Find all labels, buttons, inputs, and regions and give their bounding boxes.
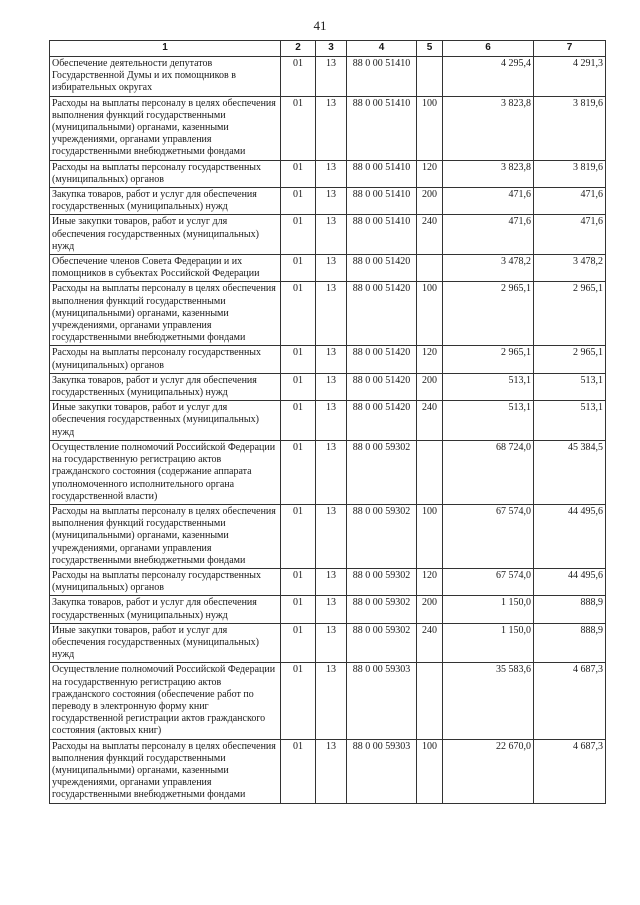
table-row [50,57,606,97]
header-cell: 7 [534,41,606,57]
amount-planned-cell: 513,1 [443,373,534,400]
subsection-code-cell: 13 [316,663,347,739]
amount-planned-cell: 471,6 [443,188,534,215]
section-code-cell: 01 [281,373,316,400]
section-code-cell: 01 [281,739,316,803]
table-row [50,568,606,595]
table-row [50,596,606,623]
target-article-cell: 88 0 00 59302 [347,568,417,595]
subsection-code-cell: 13 [316,255,347,282]
expense-type-cell: 240 [417,623,443,663]
section-code-cell: 01 [281,440,316,504]
name-cell: Иные закупки товаров, работ и услуг для обеспечения государственных (муниципальных) нужд [50,401,281,441]
expense-type-cell: 240 [417,215,443,255]
table-row [50,346,606,373]
expense-type-cell: 100 [417,96,443,160]
amount-executed-cell: 471,6 [534,188,606,215]
expense-type-cell: 240 [417,401,443,441]
expense-type-cell: 120 [417,568,443,595]
expense-type-cell: 120 [417,160,443,187]
name-cell: Осуществление полномочий Российской Федерации на государственную регистрацию актов гражданского состояния (обеспечение работ по переводу в электронную форму книг государственной регистрации актов гражданского состояния (актовых книг) [50,663,281,739]
section-code-cell: 01 [281,188,316,215]
name-cell: Расходы на выплаты персоналу государственных (муниципальных) органов [50,346,281,373]
table-row [50,504,606,568]
amount-planned-cell: 68 724,0 [443,440,534,504]
subsection-code-cell: 13 [316,373,347,400]
amount-planned-cell: 1 150,0 [443,623,534,663]
expense-type-cell [417,663,443,739]
budget-table [49,40,606,804]
section-code-cell: 01 [281,255,316,282]
name-cell: Расходы на выплаты персоналу государственных (муниципальных) органов [50,160,281,187]
section-code-cell: 01 [281,663,316,739]
amount-executed-cell: 888,9 [534,596,606,623]
section-code-cell: 01 [281,282,316,346]
amount-executed-cell: 513,1 [534,373,606,400]
table-row [50,663,606,739]
name-cell: Закупка товаров, работ и услуг для обеспечения государственных (муниципальных) нужд [50,596,281,623]
target-article-cell: 88 0 00 51410 [347,96,417,160]
header-cell: 2 [281,41,316,57]
amount-planned-cell: 513,1 [443,401,534,441]
target-article-cell: 88 0 00 59302 [347,623,417,663]
amount-executed-cell: 4 687,3 [534,663,606,739]
expense-type-cell [417,440,443,504]
table-row [50,215,606,255]
expense-type-cell: 200 [417,188,443,215]
amount-executed-cell: 3 819,6 [534,96,606,160]
target-article-cell: 88 0 00 59302 [347,596,417,623]
subsection-code-cell: 13 [316,568,347,595]
amount-planned-cell: 67 574,0 [443,568,534,595]
section-code-cell: 01 [281,57,316,97]
header-cell: 6 [443,41,534,57]
header-cell: 5 [417,41,443,57]
name-cell: Обеспечение деятельности депутатов Государственной Думы и их помощников в избирательных округах [50,57,281,97]
expense-type-cell: 100 [417,282,443,346]
table-row [50,739,606,803]
expense-type-cell: 100 [417,739,443,803]
subsection-code-cell: 13 [316,160,347,187]
amount-executed-cell: 4 687,3 [534,739,606,803]
table-row [50,440,606,504]
section-code-cell: 01 [281,504,316,568]
target-article-cell: 88 0 00 59303 [347,739,417,803]
amount-executed-cell: 44 495,6 [534,504,606,568]
target-article-cell: 88 0 00 51410 [347,57,417,97]
section-code-cell: 01 [281,346,316,373]
amount-executed-cell: 888,9 [534,623,606,663]
expense-type-cell: 120 [417,346,443,373]
target-article-cell: 88 0 00 59303 [347,663,417,739]
target-article-cell: 88 0 00 59302 [347,504,417,568]
name-cell: Осуществление полномочий Российской Федерации на государственную регистрацию актов гражданского состояния (содержание аппарата уполномоченного исполнительного органа государственной власти) [50,440,281,504]
name-cell: Иные закупки товаров, работ и услуг для обеспечения государственных (муниципальных) нужд [50,623,281,663]
target-article-cell: 88 0 00 51420 [347,282,417,346]
target-article-cell: 88 0 00 51410 [347,215,417,255]
amount-planned-cell: 4 295,4 [443,57,534,97]
section-code-cell: 01 [281,568,316,595]
table-row [50,282,606,346]
amount-executed-cell: 471,6 [534,215,606,255]
target-article-cell: 88 0 00 51420 [347,255,417,282]
page-number: 41 [313,18,327,33]
header-cell: 1 [50,41,281,57]
amount-executed-cell: 2 965,1 [534,282,606,346]
section-code-cell: 01 [281,623,316,663]
name-cell: Закупка товаров, работ и услуг для обеспечения государственных (муниципальных) нужд [50,188,281,215]
section-code-cell: 01 [281,96,316,160]
subsection-code-cell: 13 [316,440,347,504]
amount-planned-cell: 2 965,1 [443,282,534,346]
table-row [50,255,606,282]
header-cell: 4 [347,41,417,57]
table-row [50,373,606,400]
section-code-cell: 01 [281,401,316,441]
expense-type-cell: 200 [417,373,443,400]
subsection-code-cell: 13 [316,57,347,97]
target-article-cell: 88 0 00 51410 [347,188,417,215]
amount-planned-cell: 471,6 [443,215,534,255]
amount-planned-cell: 35 583,6 [443,663,534,739]
section-code-cell: 01 [281,596,316,623]
name-cell: Расходы на выплаты персоналу в целях обеспечения выполнения функций государственными (муниципальными) органами, казенными учреждениями, органами управления государственными внебюджетными фондами [50,282,281,346]
subsection-code-cell: 13 [316,188,347,215]
expense-type-cell [417,57,443,97]
amount-executed-cell: 3 819,6 [534,160,606,187]
subsection-code-cell: 13 [316,282,347,346]
subsection-code-cell: 13 [316,96,347,160]
subsection-code-cell: 13 [316,346,347,373]
amount-planned-cell: 3 823,8 [443,96,534,160]
amount-executed-cell: 2 965,1 [534,346,606,373]
section-code-cell: 01 [281,215,316,255]
table-row [50,160,606,187]
amount-executed-cell: 513,1 [534,401,606,441]
name-cell: Обеспечение членов Совета Федерации и их помощников в субъектах Российской Федерации [50,255,281,282]
header-row [50,41,606,57]
amount-planned-cell: 3 478,2 [443,255,534,282]
amount-planned-cell: 22 670,0 [443,739,534,803]
expense-type-cell [417,255,443,282]
target-article-cell: 88 0 00 51420 [347,346,417,373]
amount-executed-cell: 44 495,6 [534,568,606,595]
amount-planned-cell: 3 823,8 [443,160,534,187]
header-cell: 3 [316,41,347,57]
name-cell: Закупка товаров, работ и услуг для обеспечения государственных (муниципальных) нужд [50,373,281,400]
table-row [50,401,606,441]
target-article-cell: 88 0 00 59302 [347,440,417,504]
table-row [50,96,606,160]
subsection-code-cell: 13 [316,401,347,441]
subsection-code-cell: 13 [316,596,347,623]
subsection-code-cell: 13 [316,504,347,568]
amount-executed-cell: 4 291,3 [534,57,606,97]
target-article-cell: 88 0 00 51420 [347,401,417,441]
amount-executed-cell: 45 384,5 [534,440,606,504]
name-cell: Расходы на выплаты персоналу государственных (муниципальных) органов [50,568,281,595]
name-cell: Расходы на выплаты персоналу в целях обеспечения выполнения функций государственными (муниципальными) органами, казенными учреждениями, органами управления государственными внебюджетными фондами [50,96,281,160]
name-cell: Иные закупки товаров, работ и услуг для обеспечения государственных (муниципальных) нужд [50,215,281,255]
amount-planned-cell: 2 965,1 [443,346,534,373]
expense-type-cell: 100 [417,504,443,568]
table-row [50,623,606,663]
amount-executed-cell: 3 478,2 [534,255,606,282]
subsection-code-cell: 13 [316,215,347,255]
table-row [50,188,606,215]
amount-planned-cell: 67 574,0 [443,504,534,568]
subsection-code-cell: 13 [316,739,347,803]
amount-planned-cell: 1 150,0 [443,596,534,623]
name-cell: Расходы на выплаты персоналу в целях обеспечения выполнения функций государственными (муниципальными) органами, казенными учреждениями, органами управления государственными внебюджетными фондами [50,504,281,568]
name-cell: Расходы на выплаты персоналу в целях обеспечения выполнения функций государственными (муниципальными) органами, казенными учреждениями, органами управления государственными внебюджетными фондами [50,739,281,803]
target-article-cell: 88 0 00 51420 [347,373,417,400]
expense-type-cell: 200 [417,596,443,623]
target-article-cell: 88 0 00 51410 [347,160,417,187]
section-code-cell: 01 [281,160,316,187]
subsection-code-cell: 13 [316,623,347,663]
